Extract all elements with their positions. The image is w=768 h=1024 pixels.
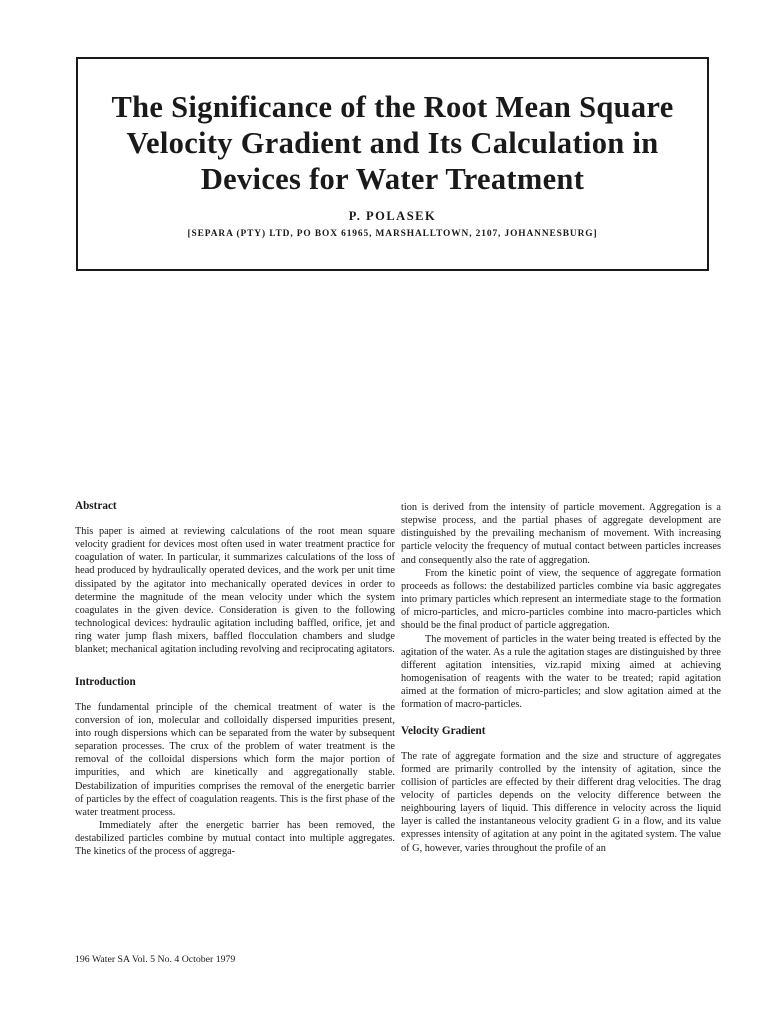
left-column <box>75 499 395 858</box>
abstract-text: This paper is aimed at reviewing calculations of the root mean square velocity gradient for devices most often used in water treatment practice for coagulation of water. In particular, it summarizes calculations of the loss of head produced by hydraulically operated devices, and the work per unit time dissipated by the agitator into mechanically operated devices in order to determine the magnitude of the mean velocity under which the system coagulates in the given device. Consideration is given to the following technological devices: hydraulic agitation including baffled, orifice, jet and ring water jump flash mixers, baffled flocculation chambers and sludge blanket; mechanical agitation including revolving and reciprocating agitators. <box>75 526 395 656</box>
right-paragraph-2: From the kinetic point of view, the sequence of aggregate formation proceeds as follows: the destabilized particles combine via basic aggregates into primary particles which represent an intermediate stage to the formation of micro-particles, and micro-particles combine into macro-particles which should be the final product of particle aggregation. <box>401 567 721 632</box>
title-line-3: Devices for Water Treatment <box>200 162 585 196</box>
page-footer: 196 Water SA Vol. 5 No. 4 October 1979 <box>75 954 236 965</box>
right-column <box>401 501 721 855</box>
title-box <box>76 57 709 271</box>
introduction-paragraph-1: The fundamental principle of the chemical treatment of water is the conversion of ion, molecular and colloidally dispersed impurities present, into rough dispersions which can be separated from the water by subsequent separation processes. The crux of the problem of water treatment is the removal of the colloidal dispersions which form the major portion of impurities, and which are kinetically and aggregationally stable. Destabilization of impurities comprises the removal of the energetic barrier of particles by the effect of coagulation reagents. This is the first phase of the water treatment process. <box>75 701 395 818</box>
paper-title <box>78 89 707 197</box>
section-gap <box>401 712 721 724</box>
introduction-paragraph-2: Immediately after the energetic barrier has been removed, the destabilized particles combine by mutual contact into multiple aggregates. The kinetics of the process of aggrega- <box>75 819 395 858</box>
author: P. POLASEK <box>348 209 437 223</box>
affiliation: [SEPARA (PTY) LTD, PO BOX 61965, MARSHALLTOWN, 2107, JOHANNESBURG] <box>187 229 598 239</box>
abstract-heading: Abstract <box>75 500 117 512</box>
right-paragraph-1: tion is derived from the intensity of particle movement. Aggregation is a stepwise process, and the partial phases of aggregate development are distinguished by the prevailing mechanism of movement. With increasing particle velocity the frequency of mutual contact between particles increases and consequently also the rate of aggregation. <box>401 502 721 566</box>
section-gap <box>75 657 395 675</box>
right-paragraph-3: The movement of particles in the water being treated is effected by the agitation of the water. As a rule the agitation stages are distinguished by three different agitation intensities, viz.rapid mixing aimed at achieving homogenisation of reagents with the water to be treated; rapid agitation aimed at the formation of micro-particles; and slow agitation aimed at the formation of macro-particles. <box>401 633 721 711</box>
title-line-2: Velocity Gradient and Its Calculation in <box>126 126 659 160</box>
introduction-heading: Introduction <box>75 675 136 688</box>
velocity-gradient-heading: Velocity Gradient <box>401 724 486 737</box>
right-paragraph-4: The rate of aggregate formation and the size and structure of aggregates formed are primarily controlled by the intensity of agitation, since the collision of particles are effected by their different drag velocities. The drag velocity of particles depends on the velocity difference between the neighbouring layers of liquid. This difference in velocity across the liquid layer is called the instantaneous velocity gradient G in a flow, and its value expresses intensity of agitation at any point in the agitated system. The value of G, however, varies throughout the profile of an <box>401 750 721 854</box>
title-line-1: The Significance of the Root Mean Square <box>111 90 674 124</box>
